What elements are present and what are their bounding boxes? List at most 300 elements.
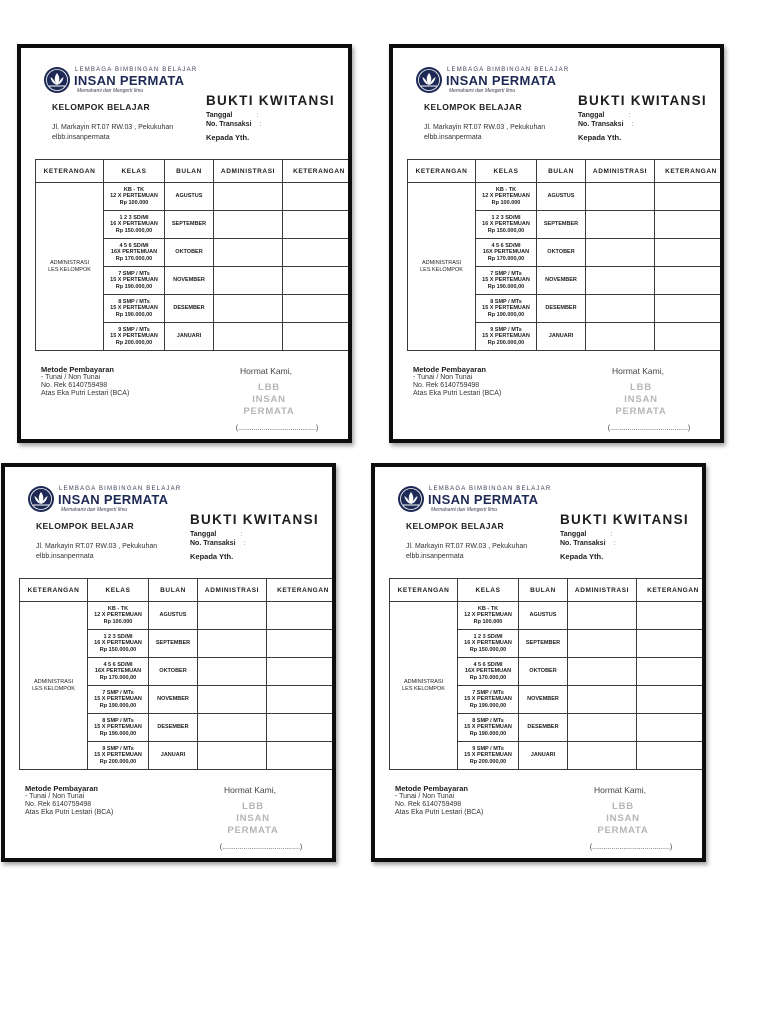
kelas-price: Rp 150.000,00 — [487, 227, 525, 234]
transaction-row — [578, 120, 633, 129]
header-keterangan: KETERANGAN — [36, 160, 104, 183]
note-cell[interactable] — [267, 602, 337, 630]
stamp-text — [546, 801, 700, 837]
receipt-title: BUKTI KWITANSI — [578, 93, 707, 108]
note-cell[interactable] — [267, 742, 337, 770]
admin-cell[interactable] — [214, 267, 283, 295]
account-number: No. Rek 6140759498 — [25, 801, 92, 808]
admin-cell[interactable] — [568, 630, 637, 658]
fee-table — [35, 159, 352, 351]
kelas-sessions: 12 X PERTEMUAN — [110, 193, 158, 200]
month-cell: JANUARI — [537, 323, 586, 351]
kelas-sessions: 15 X PERTEMUAN — [464, 724, 512, 731]
logo-name: INSAN PERMATA — [74, 73, 185, 88]
receipt-title: BUKTI KWITANSI — [190, 512, 319, 527]
kelas-price: Rp 190.000,00 — [99, 702, 137, 709]
kelas-level: 7 SMP / MTs — [102, 689, 134, 696]
kelas-price: Rp 200.000,00 — [99, 758, 137, 765]
group-cell — [408, 183, 476, 351]
fee-table — [19, 578, 336, 770]
recipient-label: Kepada Yth. — [578, 133, 622, 142]
payment-method — [41, 366, 129, 398]
note-cell[interactable] — [637, 602, 707, 630]
kelas-price: Rp 190.000,00 — [115, 283, 153, 290]
month-cell: OKTOBER — [537, 239, 586, 267]
kelas-sessions: 16X PERTEMUAN — [94, 668, 142, 675]
date-colon: : — [256, 112, 259, 119]
kelas-price: Rp 200.000,00 — [115, 339, 153, 346]
kelas-cell — [88, 714, 149, 742]
header-kelas: KELAS — [104, 160, 165, 183]
kelas-level: 4 5 6 SD/MI — [473, 661, 503, 668]
logo-name: INSAN PERMATA — [446, 73, 557, 88]
receipt-card — [389, 44, 724, 443]
kelas-cell — [476, 183, 537, 211]
month-cell: NOVEMBER — [149, 686, 198, 714]
month-cell: DESEMBER — [519, 714, 568, 742]
date-label: Tanggal — [206, 112, 233, 119]
header-bulan: BULAN — [537, 160, 586, 183]
lotus-emblem-icon — [27, 485, 55, 513]
account-holder: Atas Eka Putri Lestari (BCA) — [413, 390, 502, 397]
note-cell[interactable] — [655, 267, 725, 295]
logo-name: INSAN PERMATA — [58, 492, 169, 507]
date-label: Tanggal — [578, 112, 605, 119]
header-keterangan-2: KETERANGAN — [267, 579, 337, 602]
kelas-price: Rp 100.000 — [491, 199, 521, 206]
admin-cell[interactable] — [586, 295, 655, 323]
kelas-price: Rp 200.000,00 — [487, 339, 525, 346]
table-row — [36, 183, 353, 211]
kelas-level: 7 SMP / MTs — [472, 689, 504, 696]
note-cell[interactable] — [267, 630, 337, 658]
month-cell: SEPTEMBER — [149, 630, 198, 658]
group-title: KELOMPOK BELAJAR — [52, 102, 151, 112]
month-cell: AGUSTUS — [519, 602, 568, 630]
signature-block — [580, 785, 700, 851]
transaction-label: No. Transaksi — [206, 121, 252, 128]
date-label: Tanggal — [560, 531, 587, 538]
kelas-cell — [476, 295, 537, 323]
date-row — [190, 530, 245, 539]
logo-tagline: LEMBAGA BIMBINGAN BELAJAR — [429, 486, 552, 492]
kelas-sessions: 15 X PERTEMUAN — [94, 752, 142, 759]
logo-tagline: LEMBAGA BIMBINGAN BELAJAR — [447, 67, 570, 73]
greeting: Hormat Kami, — [240, 366, 292, 376]
header-keterangan: KETERANGAN — [20, 579, 88, 602]
admin-cell[interactable] — [198, 630, 267, 658]
date-row — [560, 530, 615, 539]
stamp-text — [192, 382, 346, 418]
address-line: Jl. Markayin RT.07 RW.03 , Pekukuhan — [424, 124, 546, 131]
payment-type: - Tunai / Non Tunai — [395, 793, 455, 800]
signature-line: (........................................) — [589, 844, 673, 851]
signature-block — [598, 366, 718, 432]
group-cell-line: ADMINISTRASI — [421, 260, 462, 266]
note-cell[interactable] — [283, 295, 353, 323]
header-administrasi: ADMINISTRASI — [586, 160, 655, 183]
note-cell[interactable] — [637, 658, 707, 686]
kelas-level: 4 5 6 SD/MI — [491, 242, 521, 249]
kelas-price: Rp 190.000,00 — [99, 730, 137, 737]
admin-cell[interactable] — [568, 742, 637, 770]
kelas-cell — [104, 295, 165, 323]
logo-name: INSAN PERMATA — [428, 492, 539, 507]
month-cell: AGUSTUS — [149, 602, 198, 630]
logo-motto: Memahami dan Mengerti Ilmu — [431, 507, 498, 513]
header-kelas: KELAS — [458, 579, 519, 602]
note-cell[interactable] — [283, 183, 353, 211]
kelas-level: 9 SMP / MTs — [102, 745, 134, 752]
kelas-sessions: 16X PERTEMUAN — [110, 249, 158, 256]
admin-cell[interactable] — [568, 714, 637, 742]
note-cell[interactable] — [267, 686, 337, 714]
kelas-price: Rp 190.000,00 — [487, 311, 525, 318]
greeting: Hormat Kami, — [594, 785, 646, 795]
month-cell: OKTOBER — [149, 658, 198, 686]
admin-cell[interactable] — [586, 239, 655, 267]
admin-cell[interactable] — [214, 211, 283, 239]
month-cell: JANUARI — [165, 323, 214, 351]
kelas-level: KB - TK — [123, 186, 145, 193]
transaction-row — [560, 539, 615, 548]
month-cell: SEPTEMBER — [165, 211, 214, 239]
kelas-level: 8 SMP / MTs — [490, 298, 522, 305]
receipt-card — [371, 463, 706, 862]
stamp-line: LBB — [612, 801, 634, 812]
month-cell: OKTOBER — [519, 658, 568, 686]
kelas-cell — [104, 267, 165, 295]
kelas-price: Rp 200.000,00 — [469, 758, 507, 765]
kelas-sessions: 16X PERTEMUAN — [464, 668, 512, 675]
admin-cell[interactable] — [198, 686, 267, 714]
kelas-sessions: 12 X PERTEMUAN — [94, 612, 142, 619]
group-title: KELOMPOK BELAJAR — [36, 521, 135, 531]
kelas-cell — [88, 658, 149, 686]
group-cell-line: LES KELOMPOK — [48, 266, 91, 273]
note-cell[interactable] — [637, 686, 707, 714]
month-cell: NOVEMBER — [519, 686, 568, 714]
fee-table — [389, 578, 706, 770]
institution-logo — [43, 66, 203, 94]
stamp-line: INSAN — [236, 813, 270, 824]
account-holder: Atas Eka Putri Lestari (BCA) — [41, 390, 130, 397]
kelas-price: Rp 170.000,00 — [99, 674, 137, 681]
header-keterangan: KETERANGAN — [390, 579, 458, 602]
receipt-title: BUKTI KWITANSI — [560, 512, 689, 527]
receipt-meta — [560, 530, 615, 561]
address-line: Jl. Markayin RT.07 RW.03 , Pekukuhan — [406, 543, 528, 550]
note-cell[interactable] — [267, 714, 337, 742]
kelas-sessions: 15 X PERTEMUAN — [464, 696, 512, 703]
kelas-price: Rp 150.000,00 — [469, 646, 507, 653]
kelas-level: 8 SMP / MTs — [102, 717, 134, 724]
note-cell[interactable] — [637, 630, 707, 658]
kelas-sessions: 15 X PERTEMUAN — [110, 305, 158, 312]
account-number: No. Rek 6140759498 — [41, 382, 108, 389]
kelas-sessions: 15 X PERTEMUAN — [110, 277, 158, 284]
table-header-row — [20, 579, 337, 602]
kelas-price: Rp 100.000 — [103, 618, 133, 625]
date-colon: : — [610, 531, 613, 538]
note-cell[interactable] — [637, 742, 707, 770]
month-cell: NOVEMBER — [165, 267, 214, 295]
kelas-price: Rp 170.000,00 — [487, 255, 525, 262]
kelas-cell — [458, 742, 519, 770]
logo-motto: Memahami dan Mengerti Ilmu — [61, 507, 128, 513]
account-holder: Atas Eka Putri Lestari (BCA) — [395, 809, 484, 816]
recipient-label: Kepada Yth. — [206, 133, 250, 142]
transaction-label: No. Transaksi — [578, 121, 624, 128]
stamp-line: LBB — [630, 382, 652, 393]
payment-type: - Tunai / Non Tunai — [41, 374, 101, 381]
signature-block — [226, 366, 346, 432]
kelas-level: 1 2 3 SD/MI — [103, 633, 133, 640]
receipt-title: BUKTI KWITANSI — [206, 93, 335, 108]
kelas-sessions: 15 X PERTEMUAN — [110, 333, 158, 340]
note-cell[interactable] — [655, 183, 725, 211]
address-block — [36, 542, 157, 562]
group-cell — [36, 183, 104, 351]
signature-line: (........................................) — [235, 425, 319, 432]
group-cell — [20, 602, 88, 770]
month-cell: DESEMBER — [165, 295, 214, 323]
greeting: Hormat Kami, — [224, 785, 276, 795]
header-administrasi: ADMINISTRASI — [198, 579, 267, 602]
stamp-line: PERMATA — [615, 406, 667, 417]
header-administrasi: ADMINISTRASI — [568, 579, 637, 602]
admin-cell[interactable] — [198, 602, 267, 630]
kelas-cell — [458, 630, 519, 658]
admin-cell[interactable] — [214, 295, 283, 323]
kelas-sessions: 12 X PERTEMUAN — [464, 612, 512, 619]
stamp-line: INSAN — [252, 394, 286, 405]
address-block — [406, 542, 527, 562]
signature-block — [210, 785, 330, 851]
kelas-cell — [476, 211, 537, 239]
month-cell: OKTOBER — [165, 239, 214, 267]
table-row — [20, 602, 337, 630]
header-administrasi: ADMINISTRASI — [214, 160, 283, 183]
transaction-row — [206, 120, 261, 129]
signature-line: (........................................) — [607, 425, 691, 432]
date-label: Tanggal — [190, 531, 217, 538]
month-cell: AGUSTUS — [537, 183, 586, 211]
kelas-sessions: 16 X PERTEMUAN — [464, 640, 512, 647]
group-title: KELOMPOK BELAJAR — [406, 521, 505, 531]
group-cell-line: LES KELOMPOK — [420, 266, 463, 273]
note-cell[interactable] — [637, 714, 707, 742]
receipt-card — [17, 44, 352, 443]
admin-cell[interactable] — [586, 323, 655, 351]
date-row — [578, 111, 633, 120]
kelas-cell — [88, 602, 149, 630]
kelas-sessions: 12 X PERTEMUAN — [482, 193, 530, 200]
kelas-price: Rp 170.000,00 — [469, 674, 507, 681]
social-handle: elbb.insanpermata — [424, 134, 482, 141]
receipt-meta — [578, 111, 633, 142]
table-row — [408, 183, 725, 211]
kelas-sessions: 16X PERTEMUAN — [482, 249, 530, 256]
greeting: Hormat Kami, — [612, 366, 664, 376]
kelas-price: Rp 190.000,00 — [487, 283, 525, 290]
kelas-sessions: 16 X PERTEMUAN — [482, 221, 530, 228]
stamp-line: PERMATA — [597, 825, 649, 836]
logo-tagline: LEMBAGA BIMBINGAN BELAJAR — [75, 67, 198, 73]
transaction-label: No. Transaksi — [560, 540, 606, 547]
note-cell[interactable] — [267, 658, 337, 686]
social-handle: elbb.insanpermata — [52, 134, 110, 141]
admin-cell[interactable] — [568, 658, 637, 686]
header-keterangan-2: KETERANGAN — [637, 579, 707, 602]
header-keterangan: KETERANGAN — [408, 160, 476, 183]
kelas-cell — [88, 686, 149, 714]
kelas-level: 1 2 3 SD/MI — [473, 633, 503, 640]
payment-type: - Tunai / Non Tunai — [25, 793, 85, 800]
lotus-emblem-icon — [415, 66, 443, 94]
logo-motto: Memahami dan Mengerti Ilmu — [77, 88, 144, 94]
header-bulan: BULAN — [149, 579, 198, 602]
admin-cell[interactable] — [568, 602, 637, 630]
kelas-level: KB - TK — [107, 605, 129, 612]
kelas-level: 8 SMP / MTs — [118, 298, 150, 305]
kelas-cell — [104, 211, 165, 239]
kelas-level: 9 SMP / MTs — [490, 326, 522, 333]
payment-type: - Tunai / Non Tunai — [413, 374, 473, 381]
kelas-price: Rp 100.000 — [473, 618, 503, 625]
kelas-price: Rp 100.000 — [119, 199, 149, 206]
kelas-cell — [104, 323, 165, 351]
signature-line: (........................................) — [219, 844, 303, 851]
kelas-level: 1 2 3 SD/MI — [491, 214, 521, 221]
note-cell[interactable] — [283, 211, 353, 239]
kelas-cell — [476, 239, 537, 267]
admin-cell[interactable] — [586, 183, 655, 211]
month-cell: NOVEMBER — [537, 267, 586, 295]
transaction-colon: : — [613, 540, 616, 547]
group-cell-line: LES KELOMPOK — [402, 685, 445, 692]
note-cell[interactable] — [283, 323, 353, 351]
institution-logo — [397, 485, 557, 513]
stamp-text — [176, 801, 330, 837]
kelas-level: 9 SMP / MTs — [472, 745, 504, 752]
admin-cell[interactable] — [568, 686, 637, 714]
header-keterangan-2: KETERANGAN — [283, 160, 353, 183]
header-keterangan-2: KETERANGAN — [655, 160, 725, 183]
kelas-sessions: 15 X PERTEMUAN — [482, 333, 530, 340]
account-number: No. Rek 6140759498 — [413, 382, 480, 389]
header-bulan: BULAN — [165, 160, 214, 183]
header-kelas: KELAS — [88, 579, 149, 602]
stamp-line: INSAN — [606, 813, 640, 824]
admin-cell[interactable] — [586, 211, 655, 239]
admin-cell[interactable] — [198, 742, 267, 770]
stamp-line: LBB — [258, 382, 280, 393]
address-line: Jl. Markayin RT.07 RW.03 , Pekukuhan — [52, 124, 174, 131]
payment-title: Metode Pembayaran — [25, 784, 98, 793]
account-number: No. Rek 6140759498 — [395, 801, 462, 808]
receipt-card — [1, 463, 336, 862]
kelas-level: 8 SMP / MTs — [472, 717, 504, 724]
social-handle: elbb.insanpermata — [36, 553, 94, 560]
admin-cell[interactable] — [198, 714, 267, 742]
transaction-colon: : — [243, 540, 246, 547]
recipient-label: Kepada Yth. — [560, 552, 604, 561]
logo-tagline: LEMBAGA BIMBINGAN BELAJAR — [59, 486, 182, 492]
kelas-price: Rp 190.000,00 — [469, 702, 507, 709]
month-cell: DESEMBER — [149, 714, 198, 742]
kelas-price: Rp 190.000,00 — [469, 730, 507, 737]
kelas-cell — [104, 183, 165, 211]
date-colon: : — [628, 112, 631, 119]
header-kelas: KELAS — [476, 160, 537, 183]
fee-table — [407, 159, 724, 351]
receipt-meta — [206, 111, 261, 142]
payment-title: Metode Pembayaran — [41, 365, 114, 374]
note-cell[interactable] — [655, 239, 725, 267]
address-block — [424, 123, 545, 143]
note-cell[interactable] — [655, 295, 725, 323]
kelas-sessions: 15 X PERTEMUAN — [94, 696, 142, 703]
month-cell: JANUARI — [519, 742, 568, 770]
admin-cell[interactable] — [586, 267, 655, 295]
note-cell[interactable] — [655, 211, 725, 239]
admin-cell[interactable] — [214, 239, 283, 267]
transaction-label: No. Transaksi — [190, 540, 236, 547]
stamp-text — [564, 382, 718, 418]
admin-cell[interactable] — [198, 658, 267, 686]
kelas-level: 1 2 3 SD/MI — [119, 214, 149, 221]
kelas-sessions: 16 X PERTEMUAN — [94, 640, 142, 647]
social-handle: elbb.insanpermata — [406, 553, 464, 560]
group-title: KELOMPOK BELAJAR — [424, 102, 523, 112]
kelas-price: Rp 170.000,00 — [115, 255, 153, 262]
date-row — [206, 111, 261, 120]
table-header-row — [408, 160, 725, 183]
kelas-level: 7 SMP / MTs — [118, 270, 150, 277]
transaction-row — [190, 539, 245, 548]
kelas-cell — [458, 602, 519, 630]
month-cell: AGUSTUS — [165, 183, 214, 211]
address-line: Jl. Markayin RT.07 RW.03 , Pekukuhan — [36, 543, 158, 550]
payment-title: Metode Pembayaran — [395, 784, 468, 793]
month-cell: DESEMBER — [537, 295, 586, 323]
payment-method — [413, 366, 501, 398]
kelas-level: 7 SMP / MTs — [490, 270, 522, 277]
group-cell-line: ADMINISTRASI — [403, 679, 444, 685]
kelas-price: Rp 150.000,00 — [115, 227, 153, 234]
account-holder: Atas Eka Putri Lestari (BCA) — [25, 809, 114, 816]
transaction-colon: : — [631, 121, 634, 128]
kelas-cell — [458, 686, 519, 714]
note-cell[interactable] — [655, 323, 725, 351]
payment-method — [395, 785, 483, 817]
logo-motto: Memahami dan Mengerti Ilmu — [449, 88, 516, 94]
header-bulan: BULAN — [519, 579, 568, 602]
admin-cell[interactable] — [214, 183, 283, 211]
stamp-line: INSAN — [624, 394, 658, 405]
payment-method — [25, 785, 113, 817]
kelas-level: 4 5 6 SD/MI — [119, 242, 149, 249]
kelas-cell — [476, 323, 537, 351]
note-cell[interactable] — [283, 267, 353, 295]
date-colon: : — [240, 531, 243, 538]
receipt-meta — [190, 530, 245, 561]
admin-cell[interactable] — [214, 323, 283, 351]
kelas-sessions: 15 X PERTEMUAN — [482, 305, 530, 312]
kelas-sessions: 16 X PERTEMUAN — [110, 221, 158, 228]
note-cell[interactable] — [283, 239, 353, 267]
